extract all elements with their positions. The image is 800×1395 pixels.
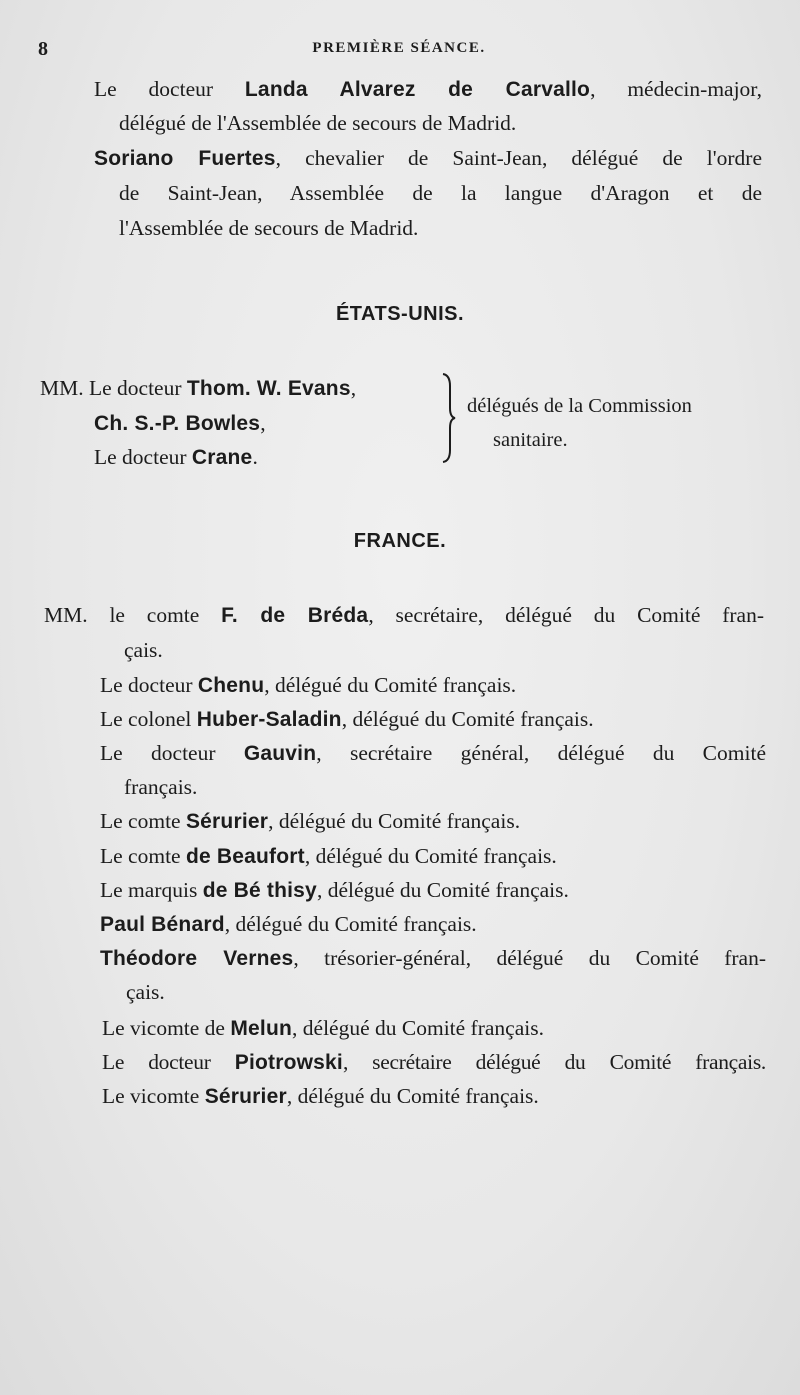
member-line: français. xyxy=(124,775,198,799)
member-line: Le colonel Huber-Saladin, délégué du Comité français. xyxy=(100,707,594,731)
member-line: Le vicomte Sérurier, délégué du Comité français. xyxy=(102,1084,539,1108)
member-line: Le docteur Piotrowski, secrétaire délégué du Comité français. xyxy=(102,1050,766,1074)
member-line: çais. xyxy=(126,980,165,1004)
text-line: Le docteur Landa Alvarez de Carvallo, médecin-major, xyxy=(94,77,762,101)
member-line: MM. le comte F. de Bréda, secrétaire, délégué du Comité fran- xyxy=(44,603,764,627)
member-line: Théodore Vernes, trésorier-général, délégué du Comité fran- xyxy=(100,946,767,970)
member-line: MM. Le docteur Thom. W. Evans, xyxy=(40,376,357,400)
member-line: Le vicomte de Melun, délégué du Comité français. xyxy=(102,1016,544,1040)
page-number: 8 xyxy=(38,38,48,60)
text-line: de Saint-Jean, Assemblée de la langue d'Aragon et de xyxy=(119,181,762,205)
running-title: PREMIÈRE SÉANCE. xyxy=(312,40,486,56)
text-line: délégué de l'Assemblée de secours de Madrid. xyxy=(119,111,517,135)
member-line: Le docteur Crane. xyxy=(94,445,258,469)
member-line: Le docteur Gauvin, secrétaire général, délégué du Comité xyxy=(100,741,766,765)
member-line: Le marquis de Bé thisy, délégué du Comité français. xyxy=(100,878,569,902)
member-line: Le comte Sérurier, délégué du Comité français. xyxy=(100,809,521,833)
text-line: Soriano Fuertes, chevalier de Saint-Jean, délégué de l'ordre xyxy=(94,146,762,170)
section-heading-usa: ÉTATS-UNIS. xyxy=(335,303,465,325)
curly-brace-icon xyxy=(437,372,457,464)
page-header xyxy=(38,38,760,62)
role-line: délégués de la Commission xyxy=(467,395,692,417)
section-heading-france: FRANCE. xyxy=(353,530,447,552)
role-line: sanitaire. xyxy=(493,429,568,451)
member-line: Le comte de Beaufort, délégué du Comité français. xyxy=(100,844,557,868)
member-line: Ch. S.-P. Bowles, xyxy=(94,411,266,435)
member-line: Le docteur Chenu, délégué du Comité français. xyxy=(100,673,517,697)
member-line: Paul Bénard, délégué du Comité français. xyxy=(100,912,477,936)
member-line: çais. xyxy=(124,638,163,662)
text-line: l'Assemblée de secours de Madrid. xyxy=(119,216,419,240)
